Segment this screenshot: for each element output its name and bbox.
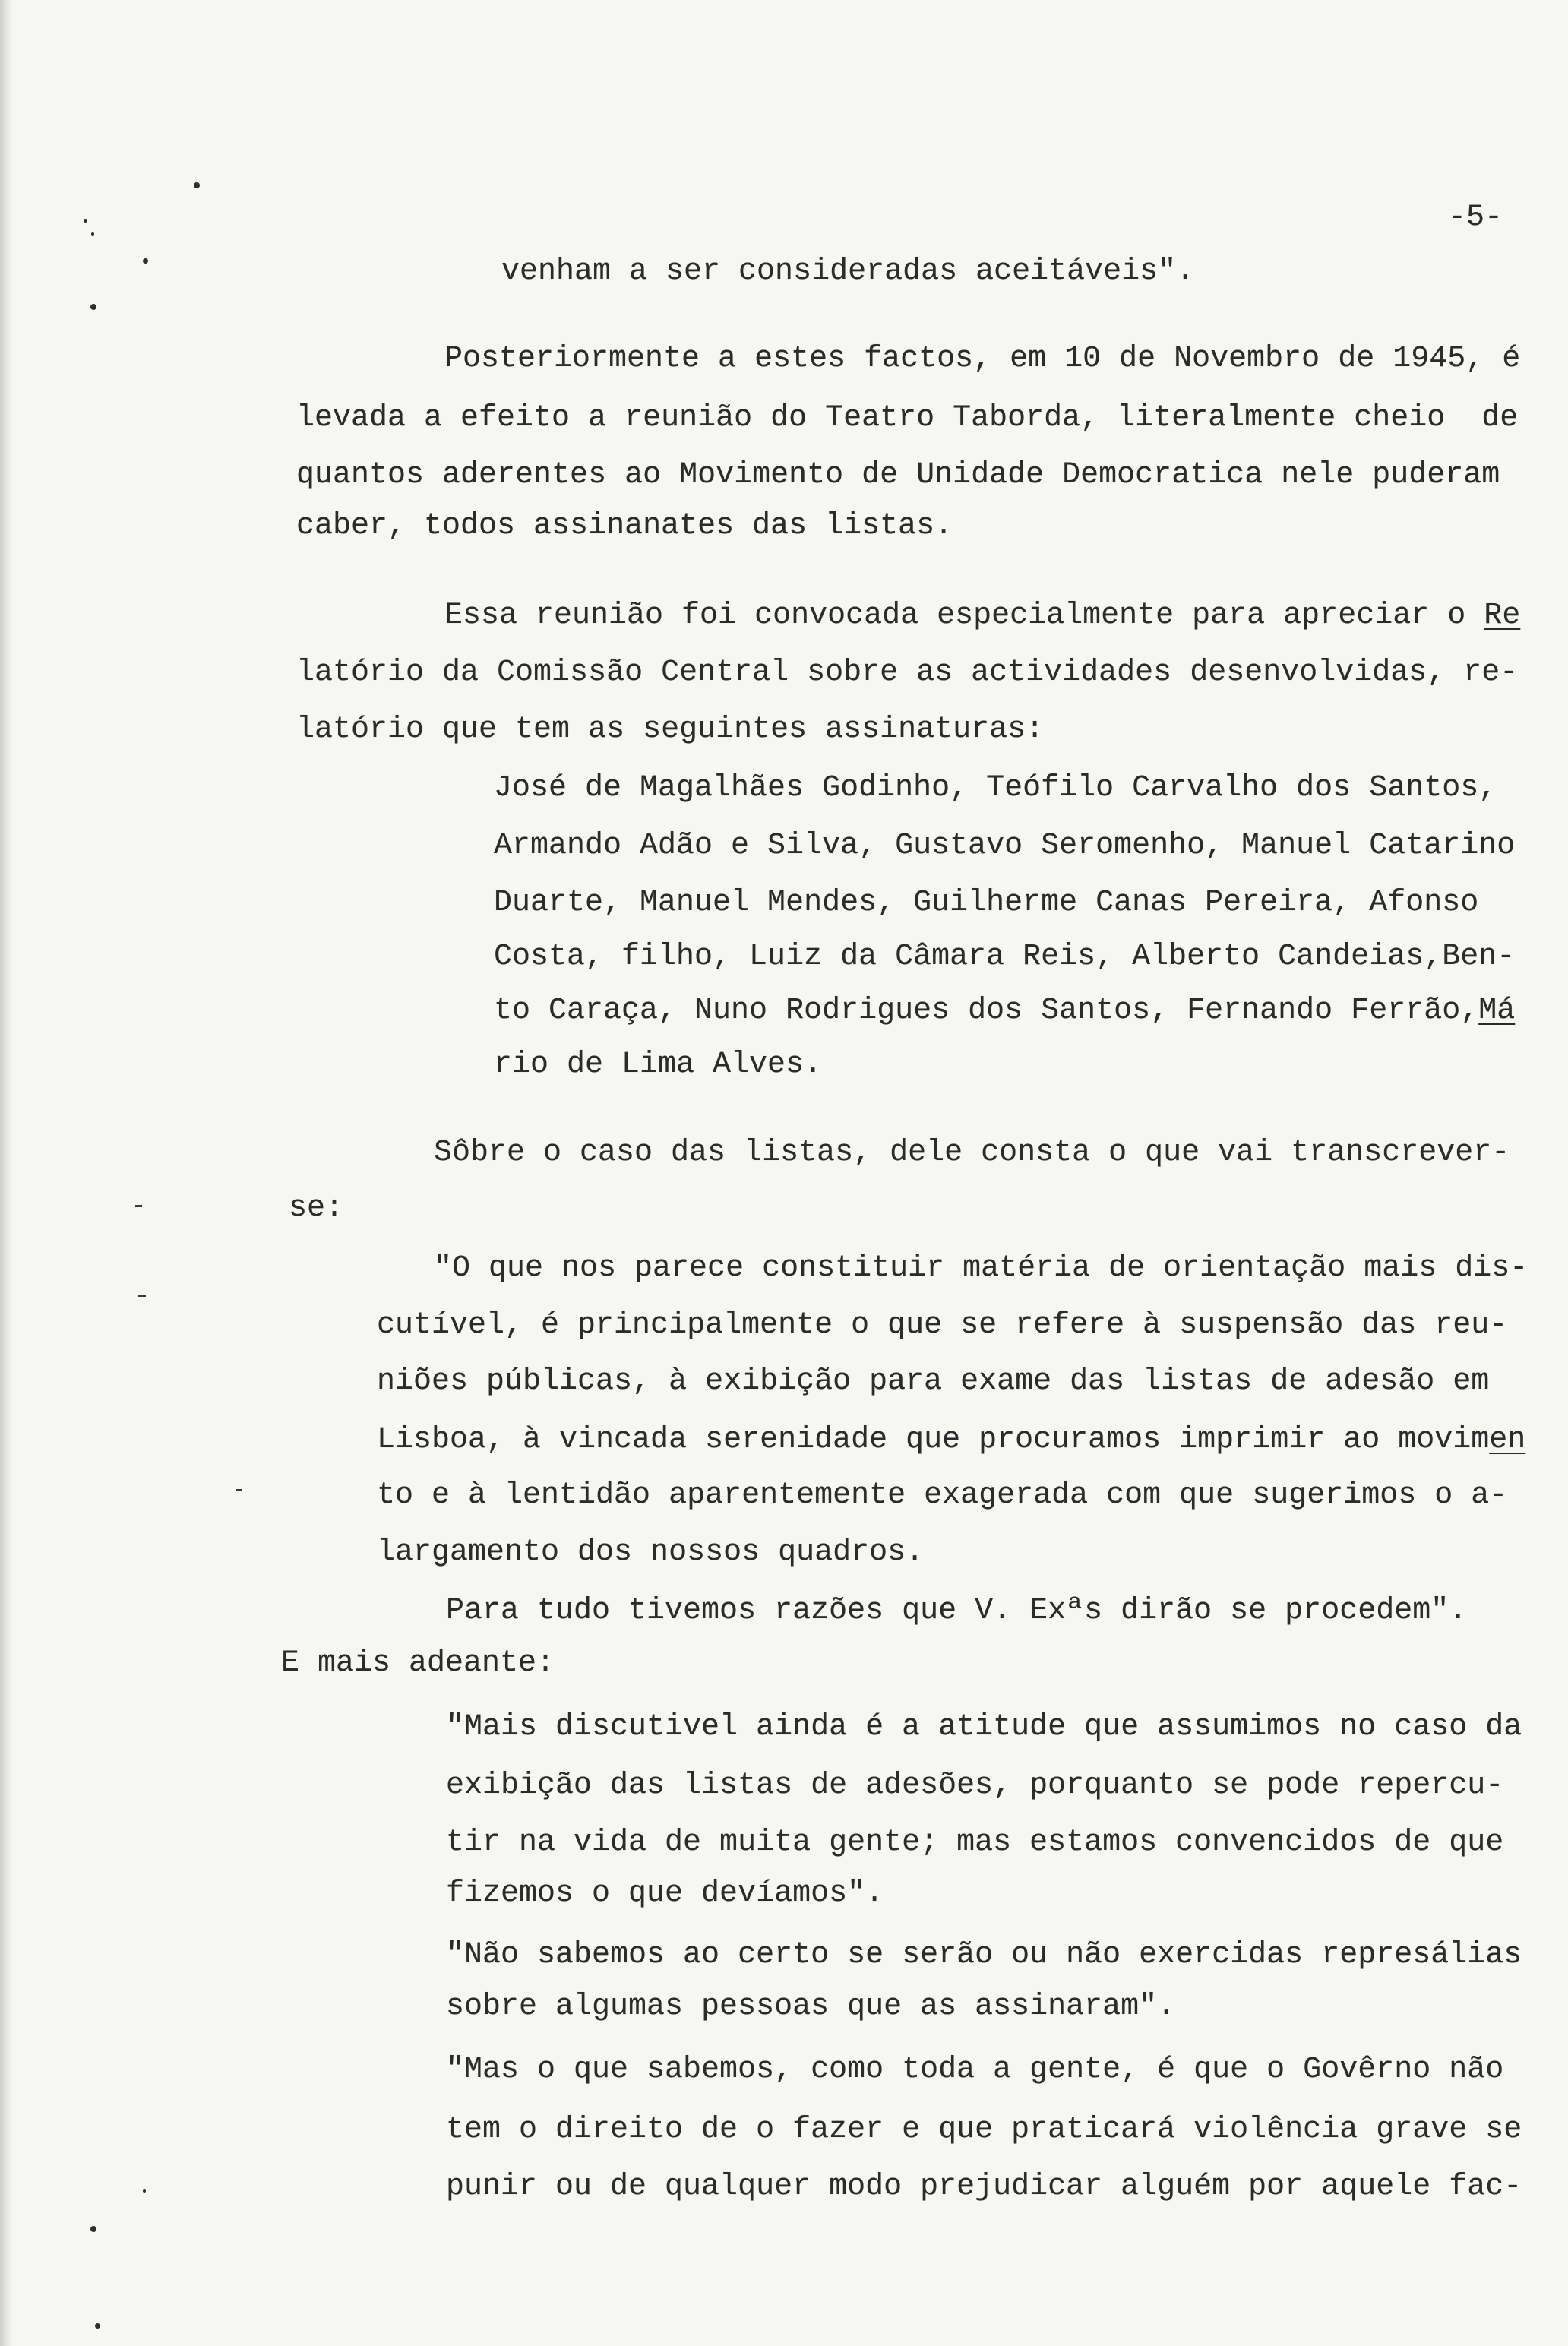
quote-line: exibição das listas de adesões, porquanto se pode repercu-: [446, 1769, 1504, 1803]
scan-mark: [135, 1205, 142, 1207]
quote-line: "Mas o que sabemos, como toda a gente, é que o Govêrno não: [446, 2053, 1504, 2087]
scan-mark: [236, 1489, 242, 1491]
scan-speck: [194, 182, 200, 188]
signatory-line: José de Magalhães Godinho, Teófilo Carvalho dos Santos,: [494, 771, 1497, 805]
scan-speck: [90, 304, 96, 310]
signatory-line: [494, 996, 1515, 1026]
quote-line: punir ou de qualquer modo prejudicar alguém por aquele fac-: [446, 2170, 1522, 2204]
text-line: quantos aderentes ao Movimento de Unidade Democratica nele puderam: [296, 458, 1500, 492]
quote-line: Para tudo tivemos razões que V. Exªs dirão se procedem".: [446, 1594, 1468, 1628]
quote-line: fizemos o que devíamos".: [446, 1876, 884, 1911]
scan-speck: [95, 2323, 100, 2329]
underlined-text: Má: [1478, 994, 1516, 1028]
text-segment: Lisboa, à vincada serenidade que procuramos imprimir ao movim: [377, 1423, 1490, 1457]
quote-line: cutível, é principalmente o que se refere à suspensão das reu-: [377, 1308, 1508, 1342]
text-line: se:: [289, 1191, 344, 1225]
quote-line: tir na vida de muita gente; mas estamos convencidos de que: [446, 1826, 1504, 1860]
text-line: latório que tem as seguintes assinaturas:: [296, 713, 1045, 747]
quote-line: "O que nos parece constituir matéria de orientação mais dis-: [434, 1251, 1528, 1285]
quote-line: [377, 1425, 1525, 1456]
signatory-line: Duarte, Manuel Mendes, Guilherme Canas Pereira, Afonso: [494, 886, 1479, 920]
text-line: caber, todos assinanates das listas.: [296, 509, 953, 543]
scan-speck: [143, 2189, 146, 2193]
signatory-line: Costa, filho, Luiz da Câmara Reis, Alberto Candeias,Ben-: [494, 940, 1516, 974]
quote-line: sobre algumas pessoas que as assinaram".: [446, 1990, 1176, 2024]
text-line: Sôbre o caso das listas, dele consta o que vai transcrever-: [434, 1136, 1510, 1170]
scan-speck: [143, 258, 148, 264]
scan-mark: [138, 1295, 146, 1297]
quote-line: niões públicas, à exibição para exame das listas de adesão em: [377, 1364, 1490, 1399]
text-line: E mais adeante:: [281, 1646, 555, 1680]
scan-edge-shadow: [0, 0, 12, 2346]
underlined-text: en: [1489, 1423, 1526, 1457]
scan-speck: [84, 219, 87, 223]
text-line: [444, 601, 1520, 631]
signatory-line: rio de Lima Alves.: [494, 1048, 823, 1082]
text-line: levada a efeito a reunião do Teatro Taborda, literalmente cheio de: [296, 401, 1519, 435]
signatory-line: Armando Adão e Silva, Gustavo Seromenho, Manuel Catarino: [494, 829, 1516, 863]
text-line: latório da Comissão Central sobre as actividades desenvolvidas, re-: [296, 656, 1519, 690]
page-number: -5-: [1448, 201, 1503, 235]
quote-line: to e à lentidão aparentemente exagerada com que sugerimos o a-: [377, 1478, 1508, 1513]
quote-line: "Não sabemos ao certo se serão ou não exercidas represálias: [446, 1938, 1522, 1972]
scan-speck: [90, 2226, 96, 2232]
quote-line: tem o direito de o fazer e que praticará violência grave se: [446, 2113, 1522, 2147]
scan-speck: [91, 232, 94, 236]
underlined-text: Re: [1484, 599, 1521, 633]
quote-line: "Mais discutivel ainda é a atitude que assumimos no caso da: [446, 1710, 1522, 1744]
quote-line: largamento dos nossos quadros.: [377, 1535, 925, 1570]
text-segment: to Caraça, Nuno Rodrigues dos Santos, Fernando Ferrão,: [494, 994, 1479, 1028]
text-line: Posteriormente a estes factos, em 10 de Novembro de 1945, é: [444, 342, 1521, 376]
text-segment: Essa reunião foi convocada especialmente para apreciar o: [444, 599, 1484, 633]
text-line: venham a ser consideradas aceitáveis".: [501, 255, 1195, 289]
